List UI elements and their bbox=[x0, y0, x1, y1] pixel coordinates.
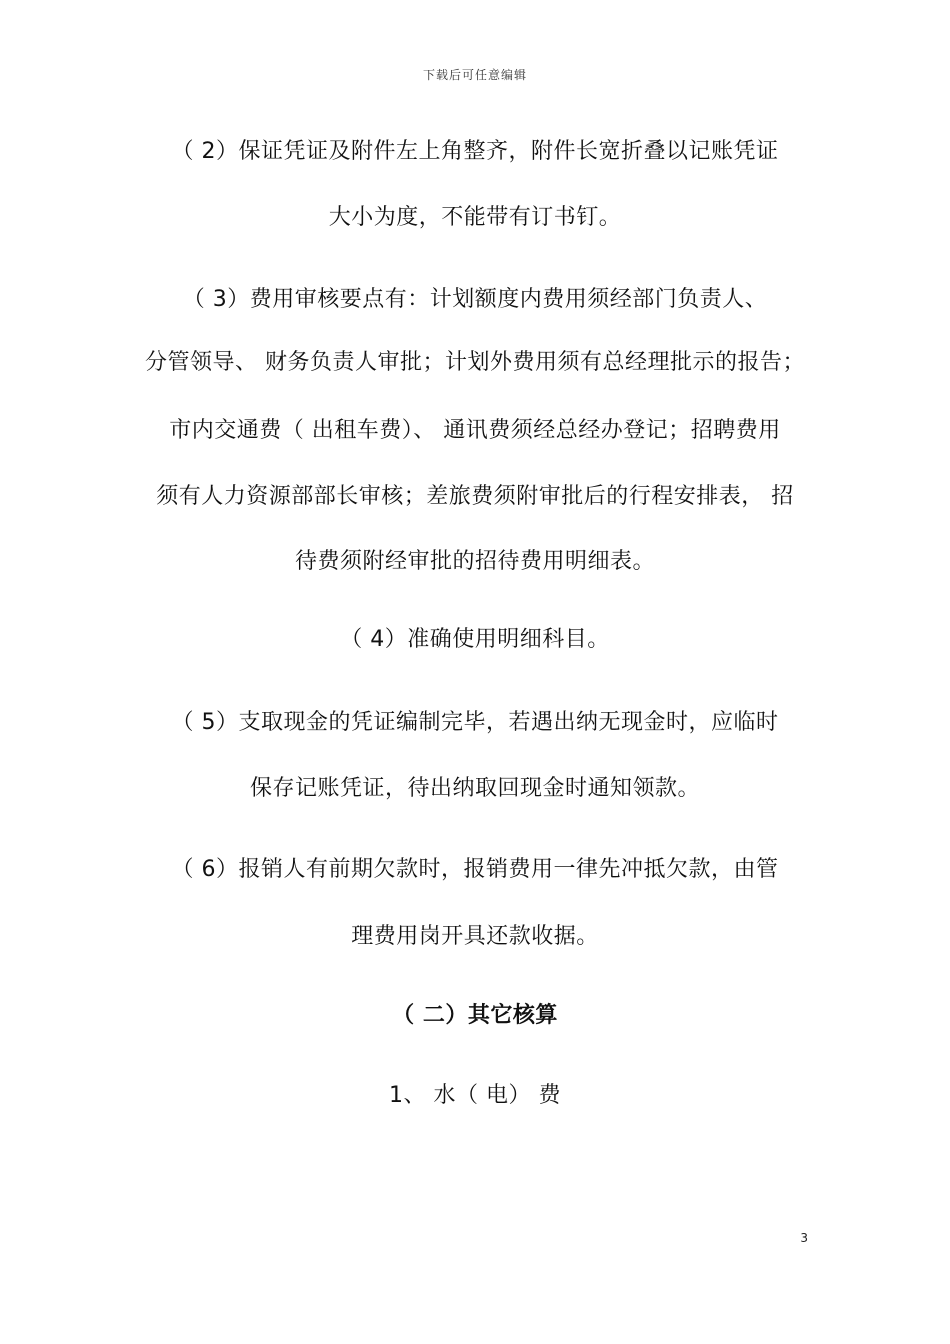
paragraph-line: 市内交通费（ 出租车费）、 通讯费须经总经办登记；招聘费用 bbox=[169, 418, 781, 443]
page-header: 下载后可任意编辑 bbox=[422, 68, 527, 82]
paragraph-line: 理费用岗开具还款收据。 bbox=[351, 924, 599, 949]
subsection-heading: 1、 水（ 电） 费 bbox=[389, 1083, 561, 1108]
paragraph-line: （ 5）支取现金的凭证编制完毕，若遇出纳无现金时，应临时 bbox=[171, 710, 779, 735]
page-number: 3 bbox=[800, 1231, 808, 1245]
paragraph-line: （ 4）准确使用明细科目。 bbox=[340, 627, 610, 652]
paragraph-line: 大小为度，不能带有订书钉。 bbox=[328, 205, 622, 230]
paragraph-line: 待费须附经审批的招待费用明细表。 bbox=[294, 549, 655, 574]
paragraph-line: 分管领导、 财务负责人审批；计划外费用须有总经理批示的报告； bbox=[145, 350, 805, 375]
section-heading: （ 二）其它核算 bbox=[392, 1003, 558, 1028]
paragraph-line: （ 6）报销人有前期欠款时，报销费用一律先冲抵欠款，由管 bbox=[171, 857, 779, 882]
paragraph-line: 保存记账凭证，待出纳取回现金时通知领款。 bbox=[249, 776, 700, 801]
paragraph-line: 须有人力资源部部长审核；差旅费须附审批后的行程安排表， 招 bbox=[156, 484, 794, 509]
paragraph-line: （ 2）保证凭证及附件左上角整齐，附件长宽折叠以记账凭证 bbox=[171, 139, 779, 164]
paragraph-line: （ 3）费用审核要点有：计划额度内费用须经部门负责人、 bbox=[182, 287, 768, 312]
